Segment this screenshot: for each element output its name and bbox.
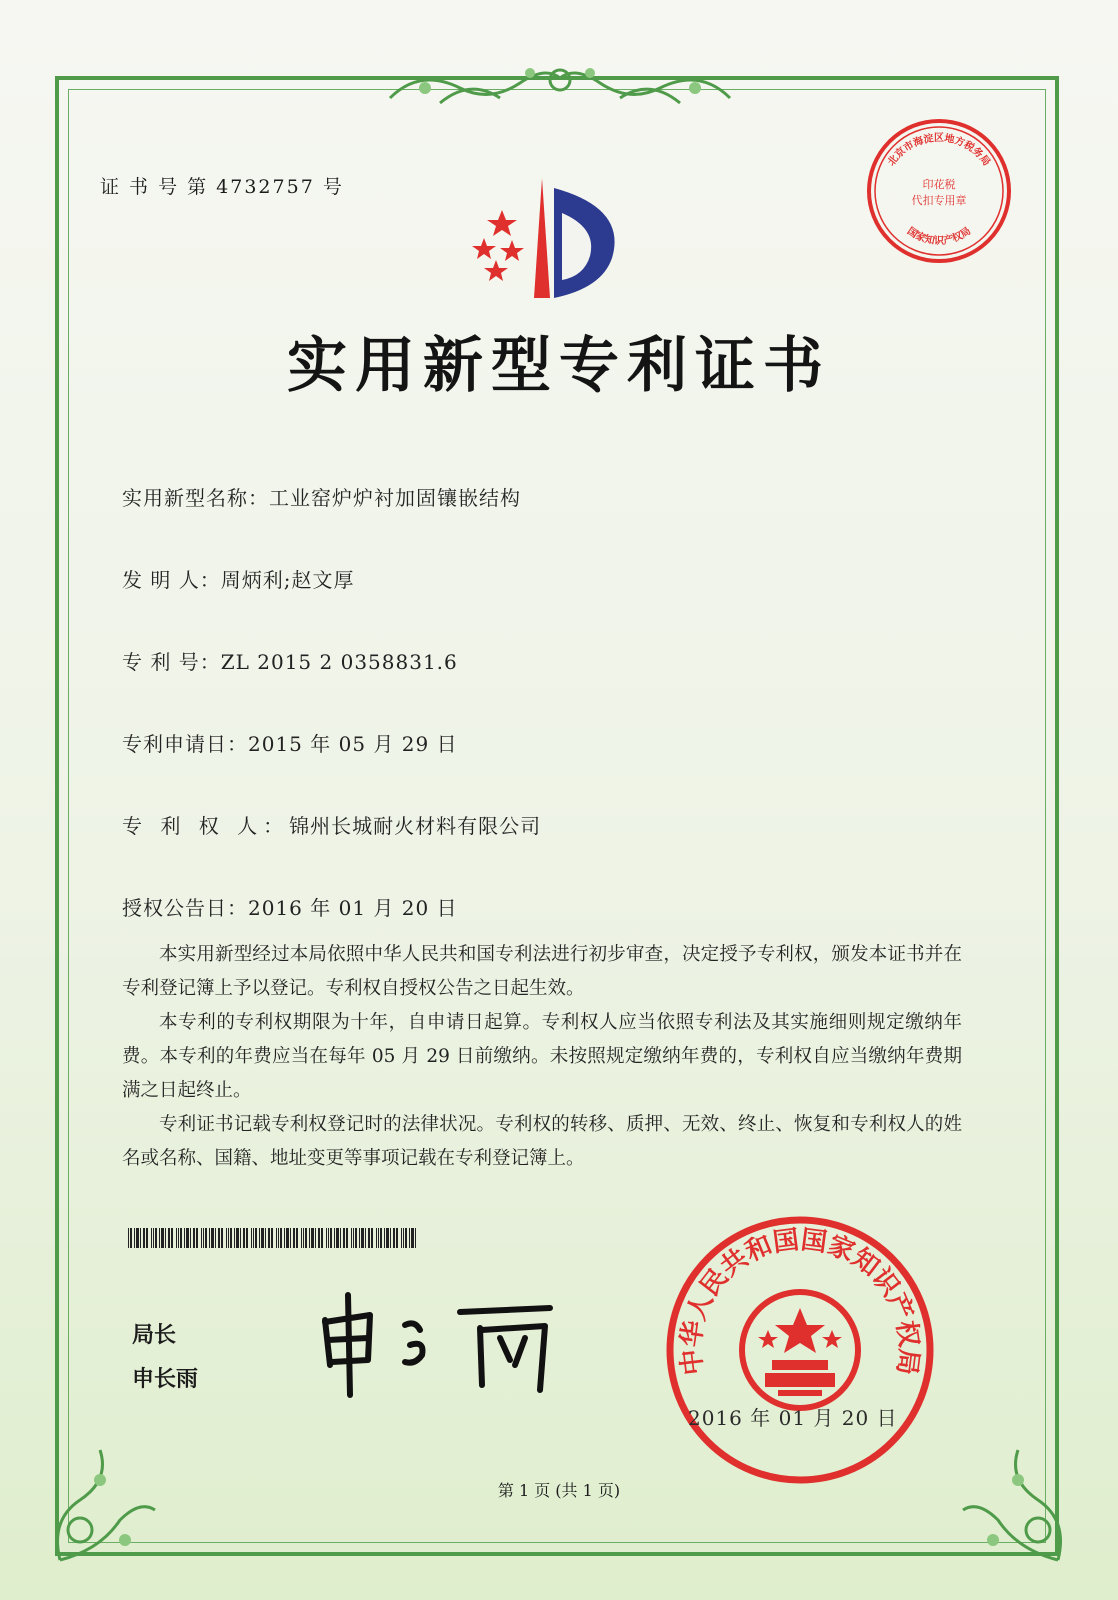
national-emblem-icon [742,1292,858,1408]
field-patentee [122,810,541,839]
tax-seal [864,116,1014,266]
field-name-value: 工业窑炉炉衬加固镶嵌结构 [269,486,521,510]
field-patent-number-value: ZL 2015 2 0358831.6 [220,650,458,674]
seal-date: 2016 年 01 月 20 日 [688,1406,898,1430]
bottom-left-ornament [40,1440,160,1570]
svg-text:北京市海淀区地方税务局 [885,131,993,168]
field-grant-date-value: 2016 年 01 月 20 日 [248,896,458,920]
body-paragraph-2: 本专利的专利权期限为十年，自申请日起算。专利权人应当依照专利法及其实施细则规定缴纳年费。本专利的年费应当在每年 05 月 29 日前缴纳。未按照规定缴纳年费的，专利权自应当缴纳年费期满之日起终止。 [122,1012,962,1101]
certificate-number-label: 证 书 号 第 [100,176,209,198]
tax-seal-center-line2: 代扣专用章 [911,194,967,207]
body-paragraph-1: 本实用新型经过本局依照中华人民共和国专利法进行初步审查，决定授予专利权，颁发本证书并在专利登记簿上予以登记。专利权自授权公告之日起生效。 [122,944,962,999]
field-patent-number-label: 专 利 号： [122,650,221,674]
field-inventor-label: 发 明 人： [122,568,221,592]
field-application-date [122,728,458,757]
field-application-date-value: 2015 年 05 月 29 日 [248,732,458,756]
page-number: 第 1 页 (共 1 页) [497,1481,621,1500]
state-seal [660,1210,940,1490]
certificate-number-value: 4732757 [216,176,315,198]
barcode [128,1228,418,1248]
certificate-number-suffix: 号 [322,176,344,198]
svg-text:中华人民共和国国家知识产权局 [676,1225,923,1377]
body-paragraph-3: 专利证书记载专利权登记时的法律状况。专利权的转移、质押、无效、终止、恢复和专利权人的姓名或名称、国籍、地址变更等事项记载在专利登记簿上。 [122,1114,962,1169]
state-seal-ring-text: 中华人民共和国国家知识产权局 [676,1225,924,1377]
svg-text:国家知识产权局 [905,224,973,247]
field-patent-number [122,646,458,675]
bottom-right-ornament [958,1440,1078,1570]
field-utility-model-name [122,482,521,511]
certificate-number [100,172,344,199]
tax-seal-ring-text: 北京市海淀区地方税务局 [886,133,992,169]
tax-seal-center-line1: 印花税 [922,178,956,191]
field-patentee-label: 专 利 权 人： [122,814,290,838]
field-grant-date [122,892,458,921]
director-name: 申长雨 [132,1367,199,1392]
field-grant-date-label: 授权公告日： [122,896,248,920]
field-patentee-value: 锦州长城耐火材料有限公司 [289,814,542,838]
field-name-label: 实用新型名称： [122,486,269,510]
director-title: 局长 [132,1323,177,1348]
field-inventor [122,564,354,593]
field-application-date-label: 专利申请日： [122,732,248,756]
director-signature [310,1290,570,1400]
top-ornament [380,58,740,118]
certificate-body [122,938,962,1176]
tax-seal-bottom-text: 国家知识产权局 [904,225,974,247]
cnipa-emblem-icon [462,168,652,308]
field-inventor-value: 周炳利;赵文厚 [220,568,355,592]
certificate-title: 实用新型专利证书 [287,331,831,401]
